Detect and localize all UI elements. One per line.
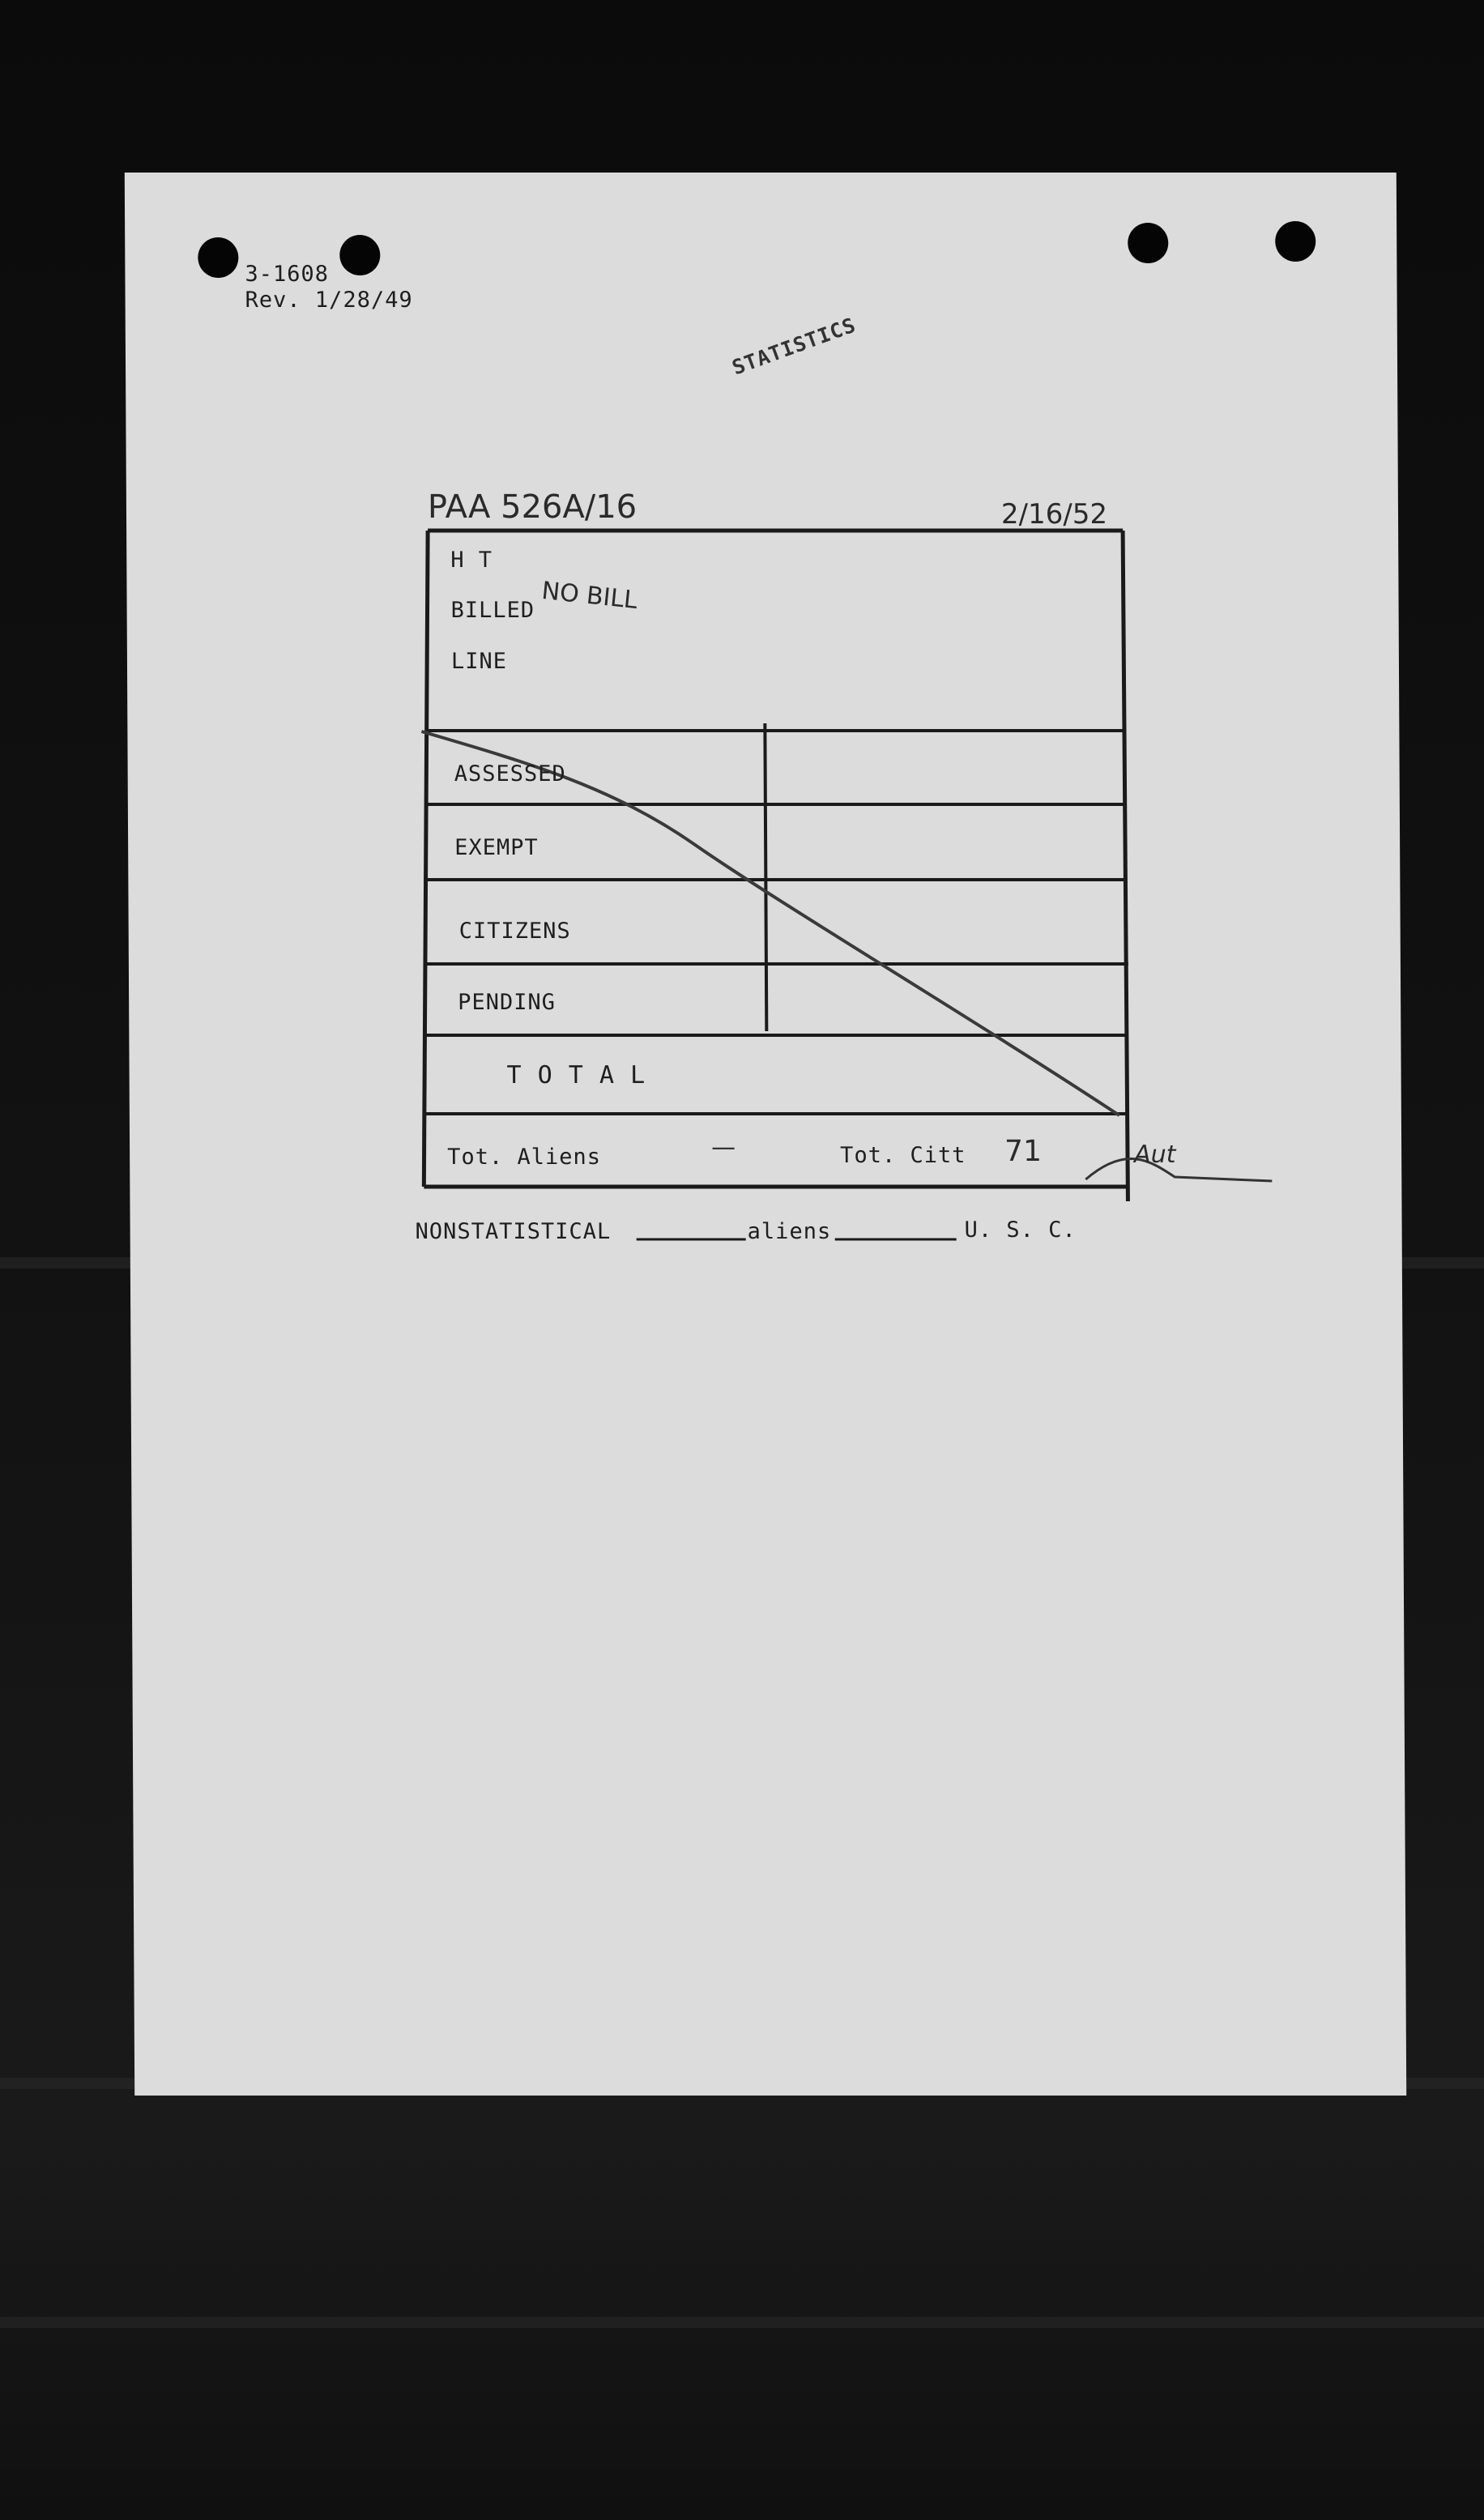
pending-label: PENDING: [458, 990, 556, 1015]
tot-aliens-label: Tot. Aliens: [447, 1145, 602, 1170]
statistics-stamp: STATISTICS: [728, 313, 859, 380]
billed-label: BILLED: [450, 598, 535, 623]
form-revision: Rev. 1/28/49: [245, 288, 413, 313]
ht-label: H T: [450, 548, 493, 573]
nonstatistical-aliens: aliens: [747, 1219, 832, 1244]
form-number: 3-1608: [245, 262, 330, 287]
tot-citizens-label: Tot. Citt: [840, 1143, 966, 1168]
nonstatistical-usc: U. S. C.: [964, 1217, 1077, 1243]
tot-citizens-value: 71: [1004, 1135, 1043, 1168]
manifest-reference: PAA 526A/16: [427, 488, 638, 526]
assessed-label: ASSESSED: [454, 761, 566, 787]
form-grid: [125, 173, 1406, 2096]
exempt-label: EXEMPT: [454, 835, 539, 860]
scan-band: [0, 2317, 1484, 2328]
document-page: [125, 173, 1406, 2096]
citizens-label: CITIZENS: [458, 919, 571, 944]
no-bill-note: NO BILL: [540, 576, 639, 616]
line-label: LINE: [450, 649, 508, 674]
initials-signature: Aut: [1134, 1141, 1176, 1169]
nonstatistical-label: NONSTATISTICAL: [415, 1219, 612, 1244]
tot-aliens-value: —: [710, 1133, 736, 1162]
total-label: T O T A L: [506, 1061, 646, 1089]
form-date: 2/16/52: [1000, 498, 1108, 531]
